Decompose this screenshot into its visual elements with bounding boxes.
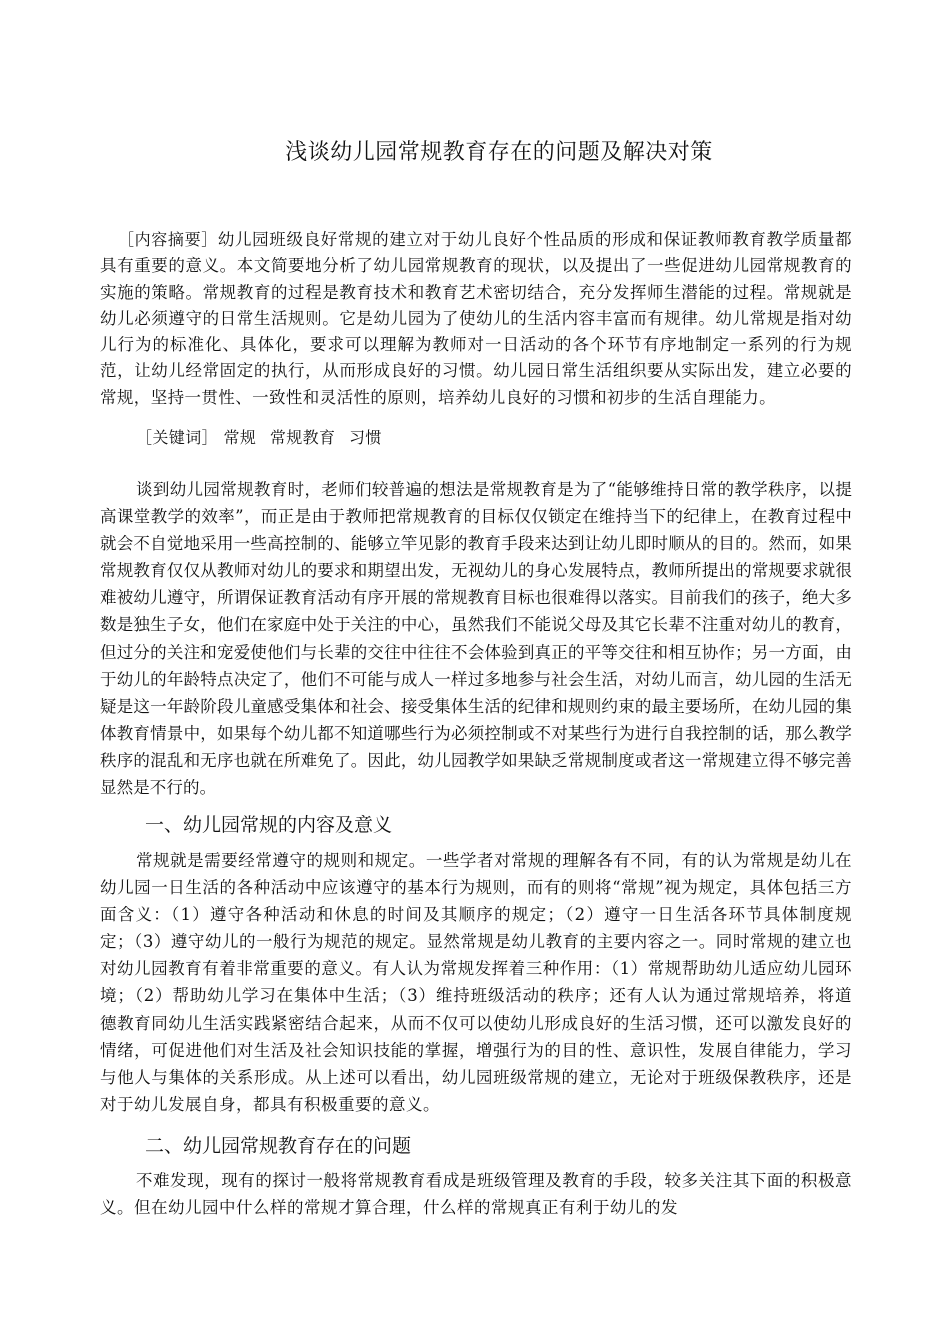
page-title: 浅谈幼儿园常规教育存在的问题及解决对策 (285, 140, 713, 165)
abstract-block (100, 227, 852, 411)
keywords-label: ［关键词］ (136, 428, 219, 447)
keyword-term: 习惯 (348, 428, 382, 447)
section-one-paragraph: 常规就是需要经常遵守的规则和规定。一些学者对常规的理解各有不同，有的认为常规是幼儿在幼儿园一日生活的各种活动中应该遵守的基本行为规则，而有的则将“常规”视为规定，具体包括三方面含义：（1）遵守各种活动和休息的时间及其顺序的规定；（2）遵守一日生活各环节具体制度规定；（3）遵守幼儿的一般行为规范的规定。显然常规是幼儿教育的主要内容之一。同时常规的建立也对幼儿园教育有着非常重要的意义。有人认为常规发挥着三种作用：（1）常规帮助幼儿适应幼儿园环境；（2）帮助幼儿学习在集体中生活；（3）维持班级活动的秩序；还有人认为通过常规培养，将道德教育同幼儿生活实践紧密结合起来，从而不仅可以使幼儿形成良好的生活习惯，还可以激发良好的情绪，可促进他们对生活及社会知识技能的掌握，增强行为的目的性、意识性，发展自律能力，学习与他人与集体的关系形成。从上述可以看出，幼儿园班级常规的建立，无论对于班级保教秩序，还是对于幼儿发展自身，都具有积极重要的意义。 (100, 851, 852, 1114)
keyword-term: 常规 (223, 428, 257, 447)
section-heading-two: 二、幼儿园常规教育存在的问题 (145, 1135, 412, 1157)
section-heading-one: 一、幼儿园常规的内容及意义 (145, 814, 393, 836)
abstract-text: 幼儿园班级良好常规的建立对于幼儿良好个性品质的形成和保证教师教育教学质量都具有重要的意义。本文简要地分析了幼儿园常规教育的现状，以及提出了一些促进幼儿园常规教育的实施的策略。常规教育的过程是教育技术和教育艺术密切结合，充分发挥师生潜能的过程。常规就是幼儿必须遵守的日常生活规则。它是幼儿园为了使幼儿的生活内容丰富而有规律。幼儿常规是指对幼儿行为的标准化、具体化，要求可以理解为教师对一日活动的各个环节有序地制定一系列的行为规范，让幼儿经常固定的执行，从而形成良好的习惯。幼儿园日常生活组织要从实际出发，建立必要的常规，坚持一贯性、一致性和灵活性的原则，培养幼儿良好的习惯和初步的生活自理能力。 (100, 230, 852, 407)
section-two-paragraph: 不难发现，现有的探讨一般将常规教育看成是班级管理及教育的手段，较多关注其下面的积极意义。但在幼儿园中什么样的常规才算合理，什么样的常规真正有利于幼儿的发 (100, 1171, 852, 1218)
keyword-term: 常规教育 (269, 428, 336, 447)
abstract-label: ［内容摘要］ (118, 230, 218, 249)
intro-paragraph: 谈到幼儿园常规教育时，老师们较普遍的想法是常规教育是为了“能够维持日常的教学秩序，以提高课堂教学的效率”，而正是由于教师把常规教育的目标仅仅锁定在维持当下的纪律上，在教育过程中就会不自觉地采用一些高控制的、能够立竿见影的教育手段来达到让幼儿即时顺从的目的。然而，如果常规教育仅仅从教师对幼儿的要求和期望出发，无视幼儿的身心发展特点，教师所提出的常规要求就很难被幼儿遵守，所谓保证教育活动有序开展的常规教育目标也很难得以落实。目前我们的孩子，绝大多数是独生子女，他们在家庭中处于关注的中心，虽然我们不能说父母及其它长辈不注重对幼儿的教育，但过分的关注和宠爱使他们与长辈的交往中往往不会体验到真正的平等交往和相互协作；另一方面，由于幼儿的年龄特点决定了，他们不可能与成人一样过多地参与社会生活，对幼儿而言，幼儿园的生活无疑是这一年龄阶段儿童感受集体和社会、接受集体生活的纪律和规则约束的最主要场所，在幼儿园的集体教育情景中，如果每个幼儿都不知道哪些行为必须控制或不对某些行为进行自我控制的话，那么教学秩序的混乱和无序也就在所难免了。因此，幼儿园教学如果缺乏常规制度或者这一常规建立得不够完善显然是不行的。 (100, 480, 852, 798)
keywords-line (136, 425, 836, 451)
